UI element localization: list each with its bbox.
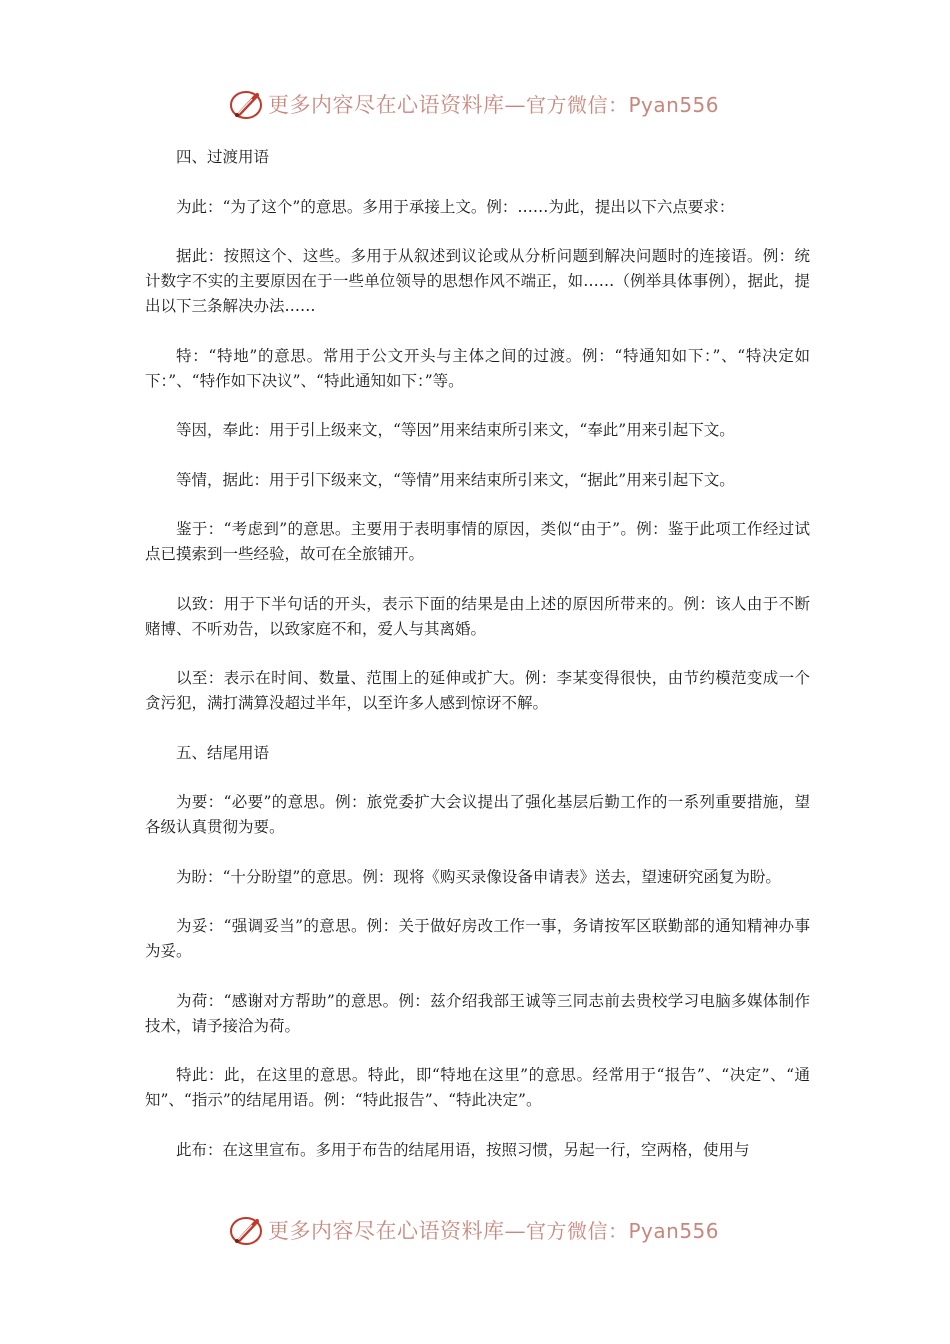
- paragraph: 特此：此，在这里的意思。特此，即“特地在这里”的意思。经常用于“报告”、“决定”、“通知”、“指示”的结尾用语。例：“特此报告”、“特此决定”。: [145, 1066, 810, 1109]
- paragraph: 为荷：“感谢对方帮助”的意思。例：兹介绍我部王诚等三同志前去贵校学习电脑多媒体制作技术，请予接洽为荷。: [145, 991, 810, 1035]
- section-heading: 五、结尾用语: [176, 743, 270, 762]
- header-banner: [228, 84, 748, 124]
- quill-pen-logo-icon: [228, 1212, 264, 1248]
- paragraph: 鉴于：“考虑到”的意思。主要用于表明事情的原因，类似“由于”。例：鉴于此项工作经过试点已摸索到一些经验，故可在全旅铺开。: [145, 520, 810, 563]
- paragraph: 以至：表示在时间、数量、范围上的延伸或扩大。例：李某变得很快，由节约模范变成一个贪污犯，满打满算没超过半年，以至许多人感到惊讶不解。: [145, 669, 810, 712]
- quill-pen-logo-icon: [228, 86, 264, 122]
- paragraph: 为妥：“强调妥当”的意思。例：关于做好房改工作一事，务请按军区联勤部的通知精神办事为妥。: [145, 917, 810, 960]
- section-heading: 四、过渡用语: [176, 148, 270, 166]
- paragraph: 为盼：“十分盼望”的意思。例：现将《购买录像设备申请表》送去，望速研究函复为盼。: [176, 867, 781, 886]
- paragraph: 此布：在这里宣布。多用于布告的结尾用语，按照习惯，另起一行，空两格，使用与: [176, 1140, 750, 1159]
- banner-text: 更多内容尽在心语资料库—官方微信：Pyan556: [268, 1219, 720, 1243]
- paragraph: 为此：“为了这个”的意思。多用于承接上文。例：……为此，提出以下六点要求：: [176, 197, 735, 216]
- paragraph: 等因，奉此：用于引上级来文，“等因”用来结束所引来文，“奉此”用来引起下文。: [176, 421, 735, 439]
- paragraph: 以致：用于下半句话的开头，表示下面的结果是由上述的原因所带来的。例：该人由于不断赌博、不听劝告，以致家庭不和，爱人与其离婚。: [145, 594, 810, 638]
- paragraph: 等情，据此：用于引下级来文，“等情”用来结束所引来文，“据此”用来引起下文。: [176, 470, 735, 489]
- footer-banner: [228, 1210, 748, 1250]
- banner-text: 更多内容尽在心语资料库—官方微信：Pyan556: [268, 93, 720, 117]
- paragraph: 据此：按照这个、这些。多用于从叙述到议论或从分析问题到解决问题时的连接语。例：统计数字不实的主要原因在于一些单位领导的思想作风不端正，如……（例举具体事例），据此，提出以下三条解决办法……: [145, 247, 810, 315]
- paragraph: 为要：“必要”的意思。例：旅党委扩大会议提出了强化基层后勤工作的一系列重要措施，望各级认真贯彻为要。: [145, 793, 810, 836]
- paragraph: 特：“特地”的意思。常用于公文开头与主体之间的过渡。例：“特通知如下：”、“特决定如下：”、“特作如下决议”、“特此通知如下：”等。: [145, 346, 810, 390]
- document-body: [145, 145, 810, 1187]
